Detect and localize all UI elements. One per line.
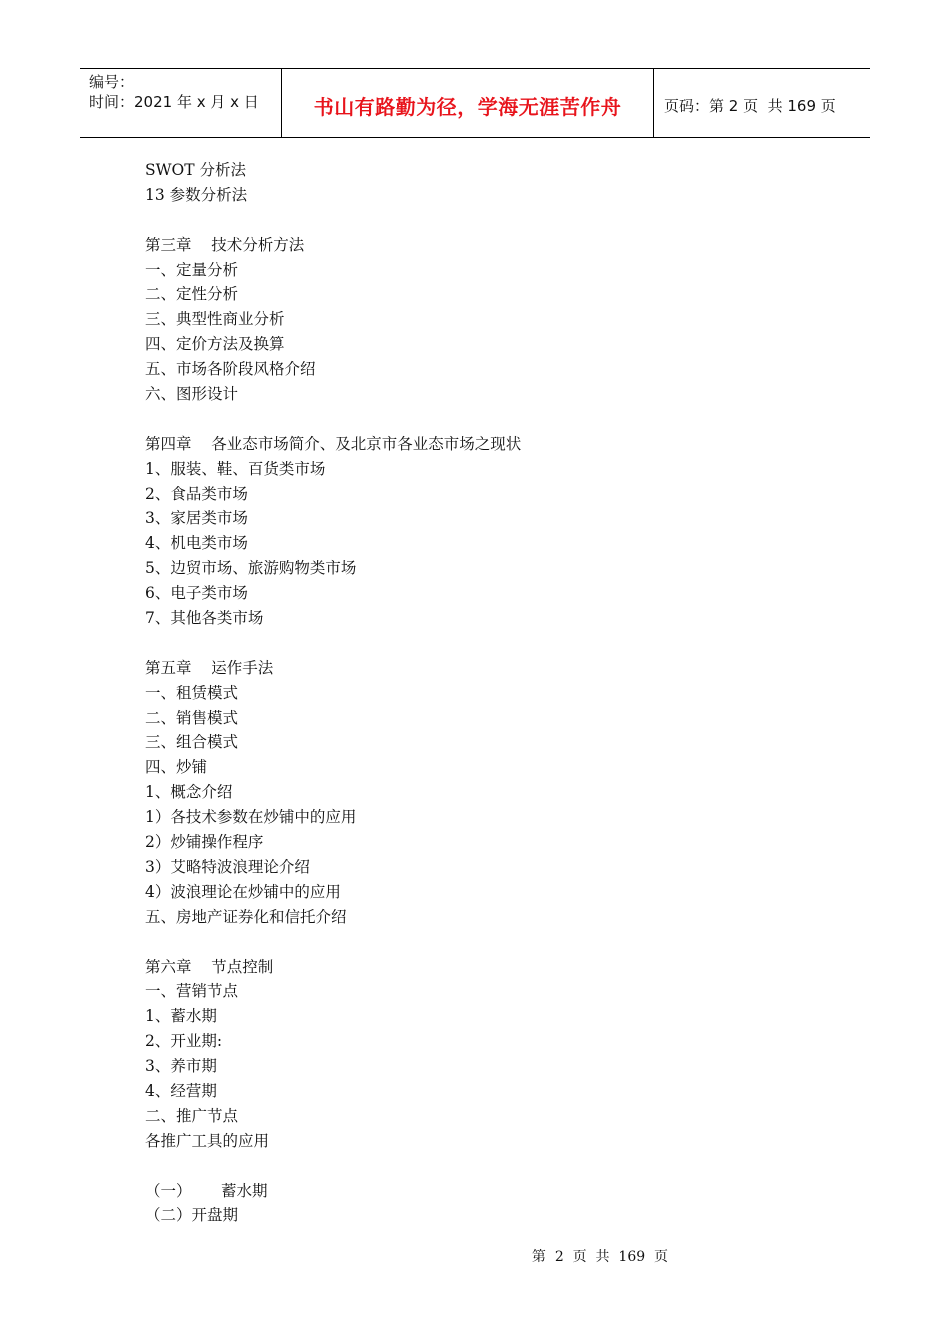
toc-line: （二）开盘期 xyxy=(145,1206,239,1225)
toc-line: 三、典型性商业分析 xyxy=(145,310,285,329)
toc-line: 1、概念介绍 xyxy=(145,783,233,802)
toc-line: 2）炒铺操作程序 xyxy=(145,833,264,852)
toc-line: 四、定价方法及换算 xyxy=(145,335,285,354)
toc-line: 1、蓄水期 xyxy=(145,1007,217,1026)
toc-line: 4）波浪理论在炒铺中的应用 xyxy=(145,882,341,901)
toc-line: 6、电子类市场 xyxy=(145,584,248,603)
toc-line: 三、组合模式 xyxy=(145,733,239,752)
document-date-label: 时间：2021 年 x 月 x 日 xyxy=(89,93,259,111)
toc-line: 一、定量分析 xyxy=(145,260,239,279)
blank-line xyxy=(145,208,825,233)
toc-line: 4、机电类市场 xyxy=(145,534,248,553)
header-motto-cell xyxy=(282,69,654,137)
toc-line: 第三章 技术分析方法 xyxy=(145,235,305,254)
blank-line xyxy=(145,631,825,656)
toc-line: 四、炒铺 xyxy=(145,758,208,777)
header-motto: 书山有路勤为径，学海无涯苦作舟 xyxy=(313,94,622,119)
toc-line: 一、营销节点 xyxy=(145,982,239,1001)
toc-line: 4、经营期 xyxy=(145,1081,217,1100)
page-number-footer: 第 2 页 共 169 页 xyxy=(531,1249,669,1265)
toc-line: 2、食品类市场 xyxy=(145,484,248,503)
toc-line: 五、市场各阶段风格介绍 xyxy=(145,360,316,379)
toc-line: 六、图形设计 xyxy=(145,385,239,404)
toc-line: 一、租赁模式 xyxy=(145,683,239,702)
toc-line: 3、养市期 xyxy=(145,1057,217,1076)
toc-line: 7、其他各类市场 xyxy=(145,609,264,628)
toc-line: 2、开业期: xyxy=(145,1032,223,1051)
toc-line: 二、销售模式 xyxy=(145,708,239,727)
toc-line: 3）艾略特波浪理论介绍 xyxy=(145,857,310,876)
toc-line: 1）各技术参数在炒铺中的应用 xyxy=(145,808,357,827)
toc-line: 3、家居类市场 xyxy=(145,509,248,528)
header-meta-cell xyxy=(80,69,282,137)
toc-line: 二、定性分析 xyxy=(145,285,239,304)
blank-line xyxy=(145,407,825,432)
page-footer xyxy=(0,1246,950,1266)
header-page-info: 页码：第 2 页 共 169 页 xyxy=(664,96,836,115)
toc-line: 第四章 各业态市场简介、及北京市各业态市场之现状 xyxy=(145,434,522,453)
toc-line: 13 参数分析法 xyxy=(145,185,248,204)
toc-line: 5、边贸市场、旅游购物类市场 xyxy=(145,559,357,578)
toc-line: （一） 蓄水期 xyxy=(145,1181,268,1200)
blank-line xyxy=(145,930,825,955)
toc-line: 第五章 运作手法 xyxy=(145,658,274,677)
document-number-label: 编号： xyxy=(89,73,135,91)
toc-line: 第六章 节点控制 xyxy=(145,957,274,976)
blank-line xyxy=(145,1154,825,1179)
toc-line: 五、房地产证券化和信托介绍 xyxy=(145,907,347,926)
toc-line: SWOT 分析法 xyxy=(145,161,247,179)
document-body xyxy=(145,158,825,1228)
toc-line: 二、推广节点 xyxy=(145,1106,239,1125)
toc-line: 各推广工具的应用 xyxy=(145,1131,270,1150)
document-header xyxy=(80,68,870,138)
toc-line: 1、服装、鞋、百货类市场 xyxy=(145,459,326,478)
